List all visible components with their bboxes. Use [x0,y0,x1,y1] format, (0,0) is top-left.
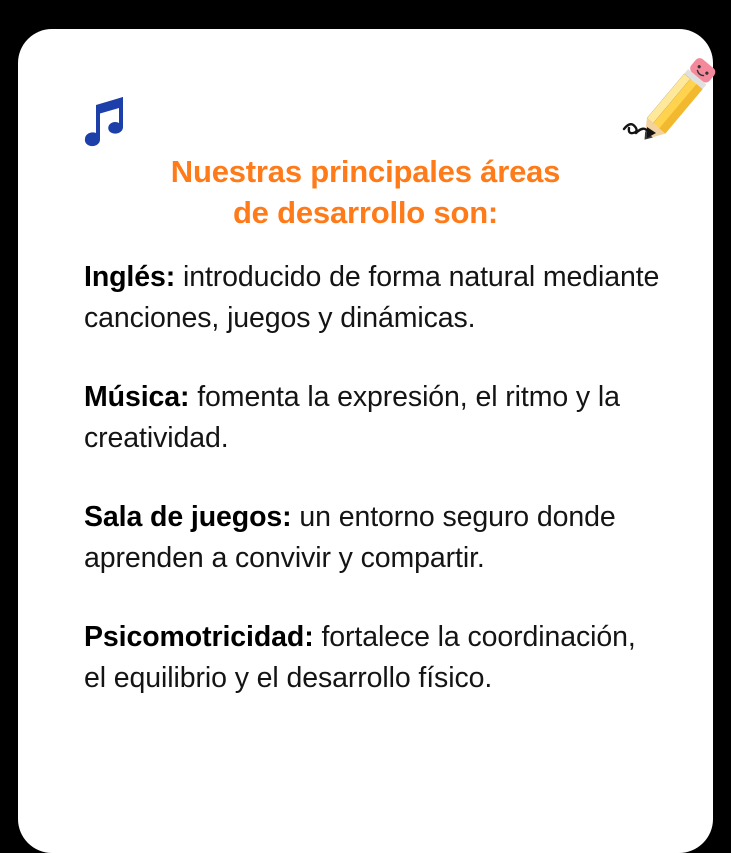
list-item-text: fomenta la expresión, el ritmo y la creatividad. [84,381,620,454]
list-item [84,617,664,699]
list-item [84,257,664,339]
content-body [84,257,664,699]
content-card [18,29,713,853]
list-item-lead: Sala de juegos: [84,501,292,533]
music-note-icon [65,91,129,153]
list-item-lead: Música: [84,381,190,413]
list-item-text: fortalece la coordinación, el equilibrio y el desarrollo físico. [84,621,636,694]
list-item [84,497,664,579]
page-title [18,151,713,233]
list-item-text: un entorno seguro donde aprenden a convivir y compartir. [84,501,616,574]
list-item-lead: Inglés: [84,261,176,293]
page-title-line-2: de desarrollo son: [232,195,499,230]
pencil-icon [618,47,730,159]
list-item-text: introducido de forma natural mediante canciones, juegos y dinámicas. [84,261,660,334]
list-item-lead: Psicomotricidad: [84,621,314,653]
list-item [84,377,664,459]
page-title-line-1: Nuestras principales áreas [170,154,561,189]
